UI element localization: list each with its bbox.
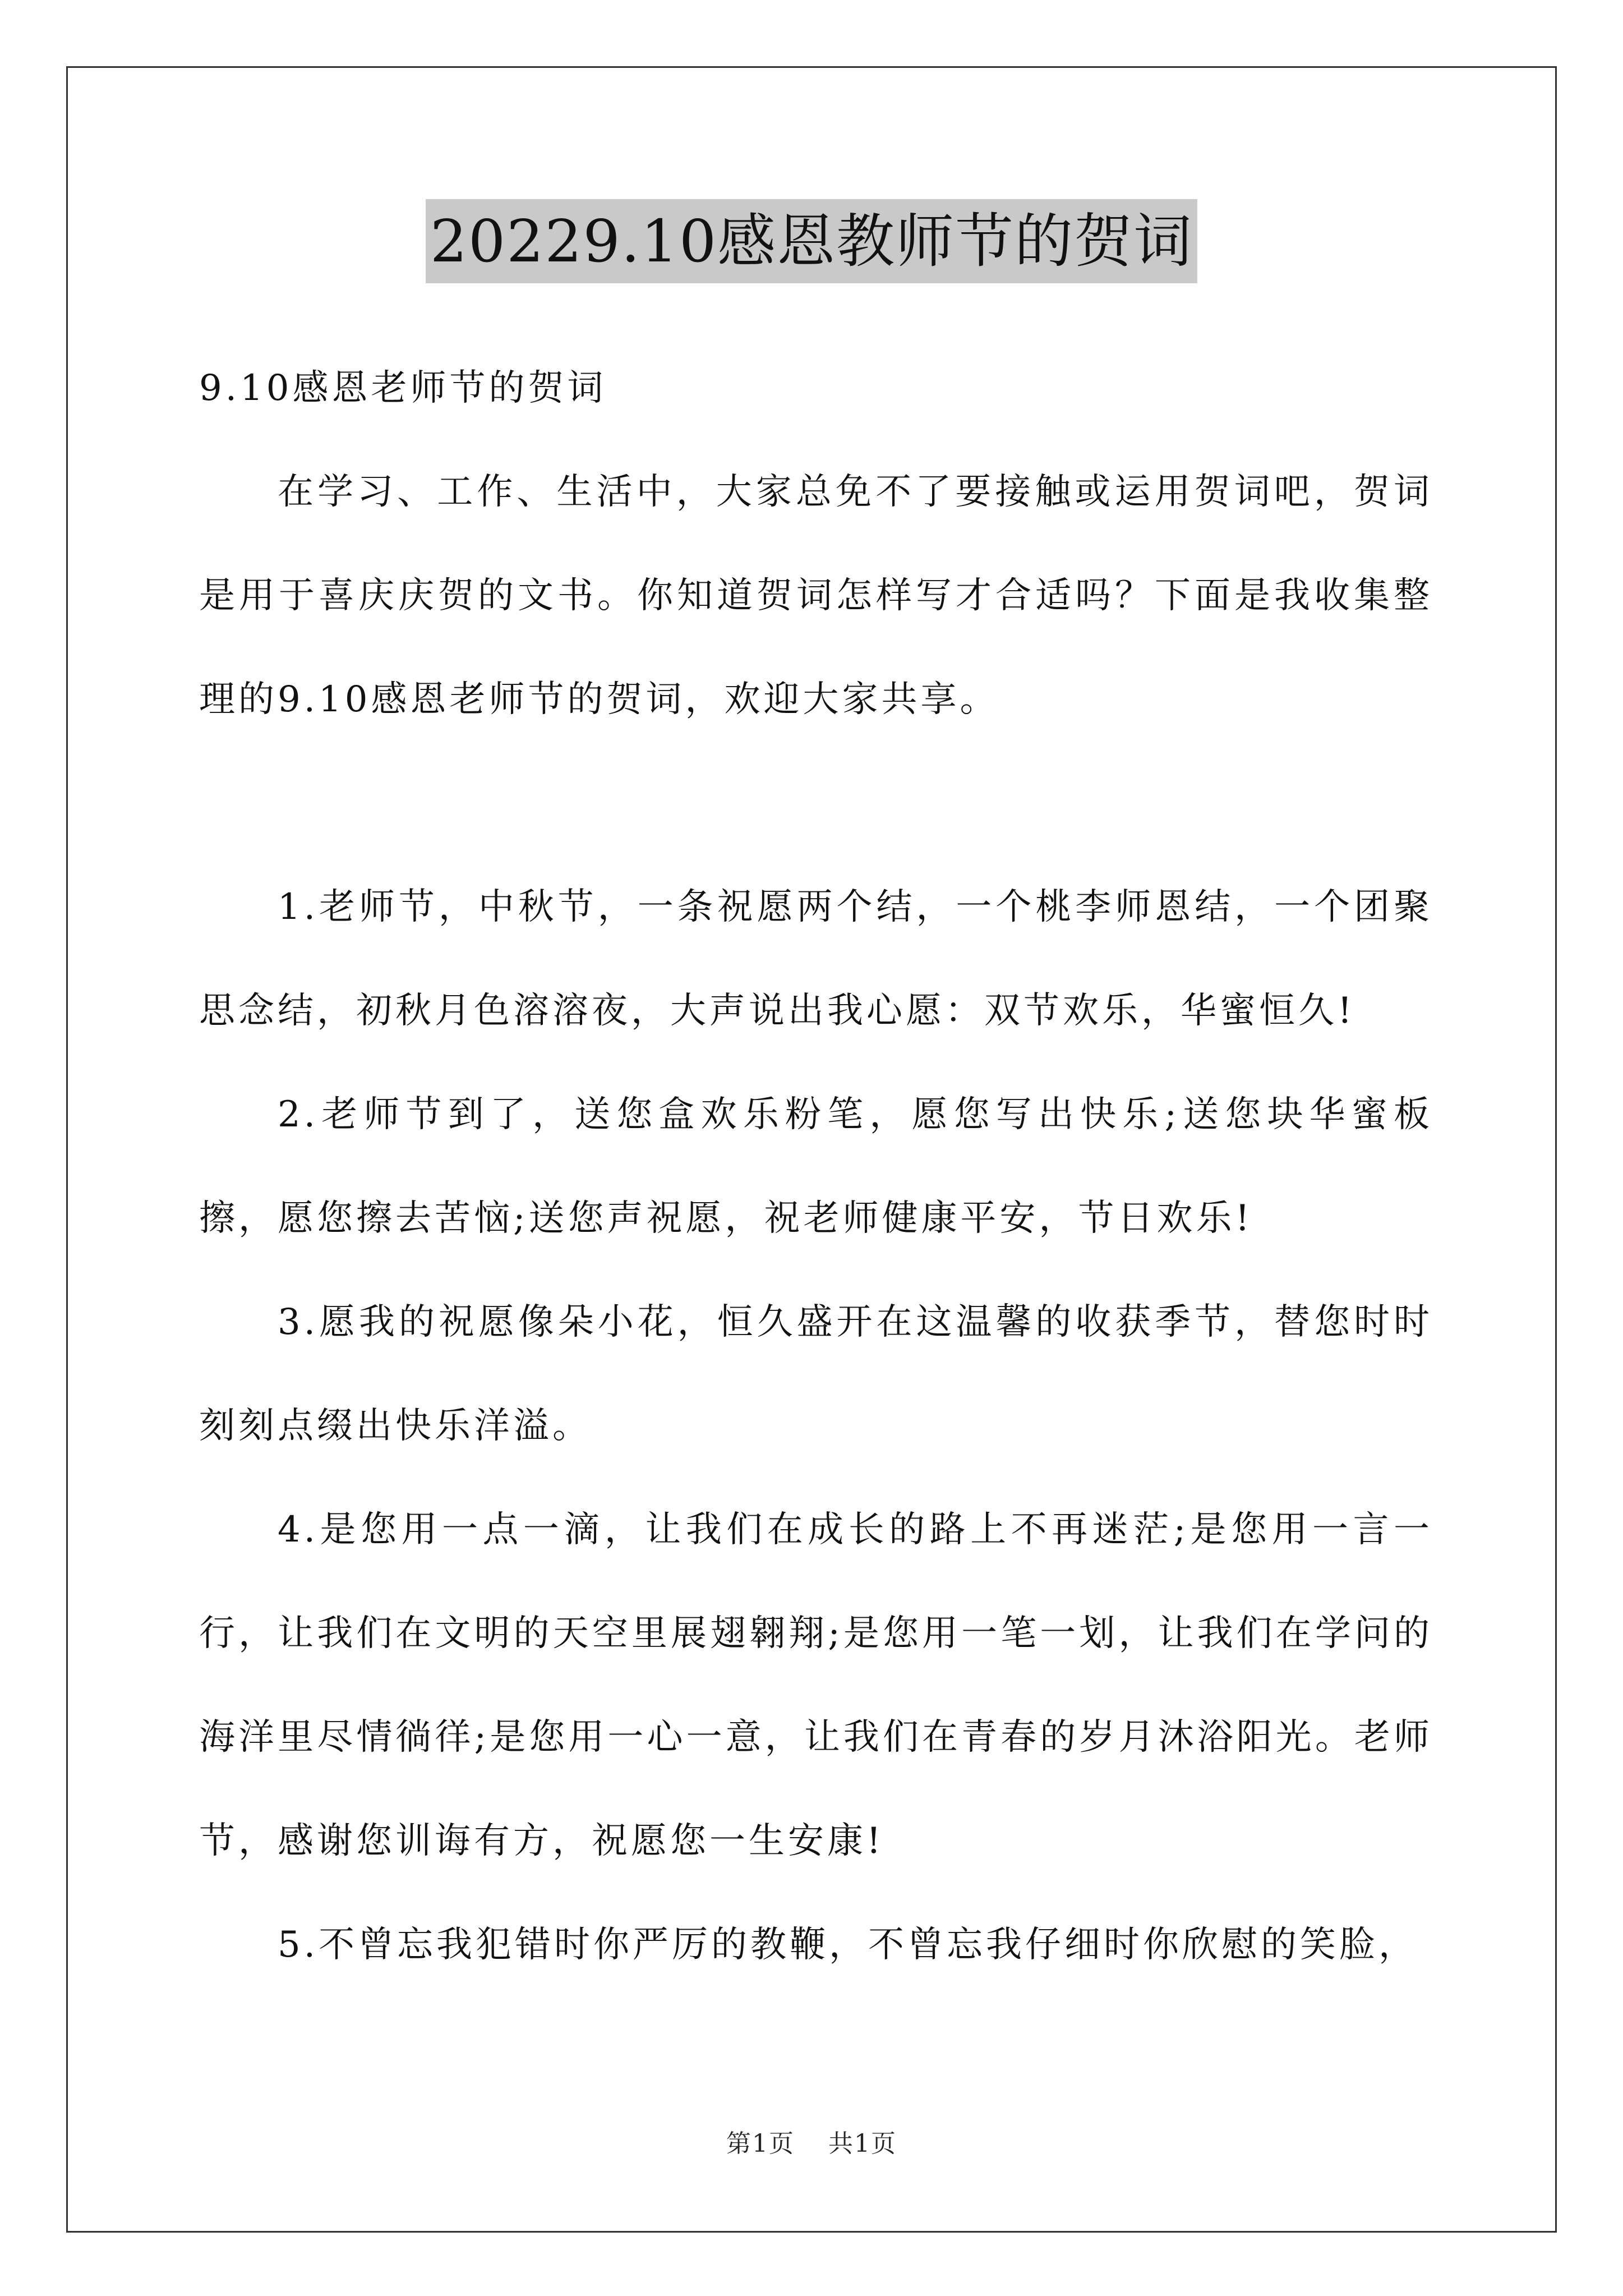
page-total: 共1页 xyxy=(828,2129,897,2158)
list-item: 1.老师节，中秋节，一条祝愿两个结，一个桃李师恩结，一个团聚思念结，初秋月色溶溶夜，大声说出我心愿：双节欢乐，华蜜恒久! xyxy=(199,886,1433,1032)
list-item: 2.老师节到了，送您盒欢乐粉笔，愿您写出快乐;送您块华蜜板擦，愿您擦去苦恼;送您声祝愿，祝老师健康平安，节日欢乐! xyxy=(199,1094,1433,1239)
document-subtitle: 9.10感恩老师节的贺词 xyxy=(199,367,607,409)
list-item: 5.不曾忘我犯错时你严厉的教鞭，不曾忘我仔细时你欣慰的笑脸， xyxy=(278,1924,1418,1966)
intro-paragraph: 在学习、工作、生活中，大家总免不了要接触或运用贺词吧，贺词是用于喜庆庆贺的文书。你知道贺词怎样写才合适吗？下面是我收集整理的9.10感恩老师节的贺词，欢迎大家共享。 xyxy=(199,471,1433,720)
document-title: 20229.10感恩教师节的贺词 xyxy=(426,199,1197,283)
document-body xyxy=(199,337,1433,1997)
page-footer xyxy=(0,2123,1623,2159)
list-item: 3.愿我的祝愿像朵小花，恒久盛开在这温馨的收获季节，替您时时刻刻点缀出快乐洋溢。 xyxy=(199,1301,1433,1447)
list-item: 4.是您用一点一滴，让我们在成长的路上不再迷茫;是您用一言一行，让我们在文明的天空里展翅翱翔;是您用一笔一划，让我们在学问的海洋里尽情徜徉;是您用一心一意，让我们在青春的岁月沐浴阳光。老师节，感谢您训诲有方，祝愿您一生安康! xyxy=(199,1509,1433,1862)
paragraph-spacer xyxy=(199,752,1433,855)
title-container xyxy=(0,199,1623,283)
page-number: 第1页 xyxy=(726,2129,795,2158)
